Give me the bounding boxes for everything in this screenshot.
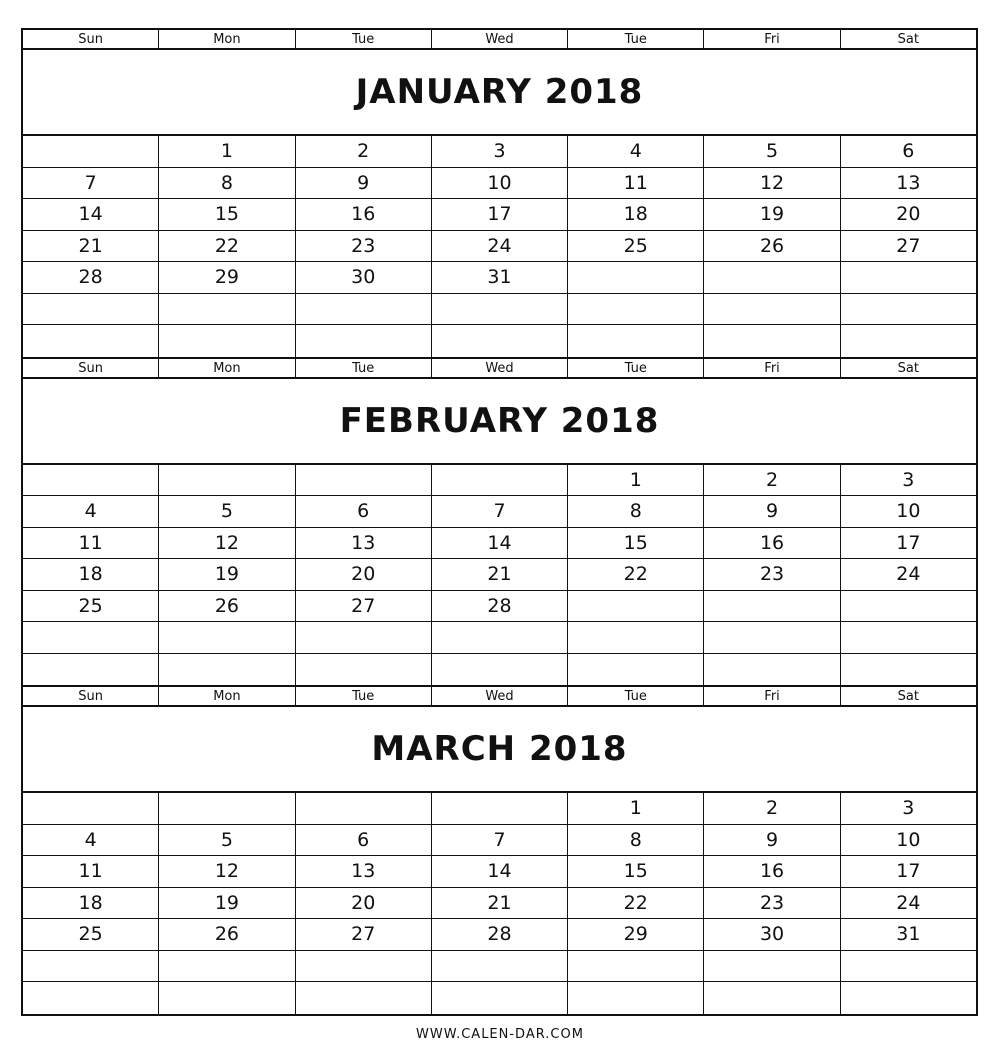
weekday-label: Tue <box>295 359 431 377</box>
day-cell: 17 <box>840 528 976 559</box>
day-cell: 1 <box>158 136 294 167</box>
week-row <box>23 856 976 888</box>
day-cell <box>23 793 158 824</box>
day-cell <box>703 325 839 357</box>
day-cell: 21 <box>78 234 103 257</box>
day-cell: 8 <box>158 168 294 199</box>
week-row <box>23 888 976 920</box>
month-block <box>23 685 976 1014</box>
day-cell: 26 <box>158 591 294 622</box>
week-grid <box>23 465 976 686</box>
month-title-row <box>23 50 976 136</box>
day-cell: 23 <box>295 231 431 262</box>
week-row <box>23 591 976 623</box>
day-cell: 18 <box>78 891 103 914</box>
day-cell: 13 <box>840 168 976 199</box>
day-cell <box>431 654 567 686</box>
day-cell: 27 <box>295 919 431 950</box>
day-cell: 16 <box>295 199 431 230</box>
week-row <box>23 325 976 357</box>
day-cell: 2 <box>703 465 839 496</box>
day-cell <box>295 654 431 686</box>
day-cell <box>295 982 431 1014</box>
day-cell: 9 <box>703 496 839 527</box>
week-row <box>23 919 976 951</box>
week-row <box>23 825 976 857</box>
day-cell: 11 <box>567 168 703 199</box>
day-cell <box>158 982 294 1014</box>
day-cell <box>23 622 158 653</box>
day-cell <box>158 654 294 686</box>
month-title: FEBRUARY 2018 <box>339 400 660 441</box>
day-cell <box>567 294 703 325</box>
day-cell <box>158 622 294 653</box>
day-cell: 18 <box>78 563 103 585</box>
day-cell: 9 <box>703 825 839 856</box>
day-cell: 25 <box>78 923 103 945</box>
day-cell: 22 <box>158 231 294 262</box>
day-cell: 19 <box>703 199 839 230</box>
weekday-label: Mon <box>158 359 294 377</box>
day-cell: 23 <box>703 559 839 590</box>
weekday-label: Tue <box>567 359 703 377</box>
day-cell: 26 <box>703 231 839 262</box>
day-cell: 25 <box>567 231 703 262</box>
month-title: MARCH 2018 <box>371 729 628 769</box>
week-row <box>23 559 976 591</box>
day-cell <box>703 654 839 686</box>
week-row <box>23 294 976 326</box>
day-cell: 24 <box>431 231 567 262</box>
weekday-label: Sat <box>840 30 976 48</box>
week-row <box>23 793 976 825</box>
weekday-header-row <box>23 687 976 707</box>
day-cell <box>567 591 703 622</box>
day-cell: 15 <box>567 528 703 559</box>
day-cell <box>567 654 703 686</box>
day-cell: 25 <box>78 594 103 617</box>
day-cell: 23 <box>703 888 839 919</box>
week-grid <box>23 136 976 357</box>
day-cell: 17 <box>431 199 567 230</box>
day-cell: 5 <box>158 825 294 856</box>
day-cell <box>295 622 431 653</box>
day-cell <box>431 951 567 982</box>
day-cell <box>840 982 976 1014</box>
day-cell <box>295 325 431 357</box>
day-cell: 10 <box>431 168 567 199</box>
day-cell <box>295 951 431 982</box>
weekday-label: Tue <box>295 687 431 705</box>
day-cell: 24 <box>840 559 976 590</box>
day-cell: 1 <box>567 465 703 496</box>
website-footer: WWW.CALEN-DAR.COM <box>416 1027 584 1042</box>
weekday-label: Fri <box>703 687 839 705</box>
day-cell <box>840 591 976 622</box>
day-cell <box>431 465 567 496</box>
weekday-label: Sun <box>78 32 103 47</box>
day-cell: 8 <box>567 496 703 527</box>
day-cell <box>158 951 294 982</box>
day-cell <box>431 793 567 824</box>
day-cell: 18 <box>567 199 703 230</box>
day-cell: 22 <box>567 888 703 919</box>
day-cell: 6 <box>840 136 976 167</box>
day-cell <box>840 622 976 653</box>
weekday-label: Sat <box>840 687 976 705</box>
day-cell <box>158 465 294 496</box>
day-cell: 5 <box>158 496 294 527</box>
month-title: JANUARY 2018 <box>355 72 644 112</box>
day-cell <box>295 793 431 824</box>
day-cell <box>295 294 431 325</box>
day-cell: 2 <box>703 793 839 824</box>
weekday-label: Sun <box>78 689 103 704</box>
weekday-header-row <box>23 30 976 50</box>
day-cell: 20 <box>295 559 431 590</box>
week-row <box>23 654 976 686</box>
day-cell: 30 <box>295 262 431 293</box>
day-cell: 16 <box>703 528 839 559</box>
day-cell: 16 <box>703 856 839 887</box>
day-cell: 7 <box>431 825 567 856</box>
day-cell <box>703 982 839 1014</box>
day-cell: 8 <box>567 825 703 856</box>
week-row <box>23 231 976 263</box>
day-cell: 4 <box>567 136 703 167</box>
day-cell: 22 <box>567 559 703 590</box>
day-cell: 3 <box>431 136 567 167</box>
day-cell: 26 <box>158 919 294 950</box>
day-cell: 3 <box>840 465 976 496</box>
weekday-label: Fri <box>703 30 839 48</box>
day-cell <box>567 951 703 982</box>
weekday-label: Tue <box>567 687 703 705</box>
day-cell <box>703 951 839 982</box>
day-cell: 27 <box>840 231 976 262</box>
calendar-sheet <box>21 28 978 1016</box>
day-cell: 6 <box>295 496 431 527</box>
weekday-label: Tue <box>567 30 703 48</box>
day-cell: 15 <box>567 856 703 887</box>
day-cell: 30 <box>703 919 839 950</box>
month-title-row <box>23 707 976 793</box>
day-cell: 7 <box>84 171 97 194</box>
weekday-label: Mon <box>158 30 294 48</box>
day-cell <box>295 465 431 496</box>
week-row <box>23 262 976 294</box>
day-cell: 14 <box>78 203 103 225</box>
day-cell: 31 <box>840 919 976 950</box>
day-cell <box>840 951 976 982</box>
day-cell: 11 <box>78 860 103 882</box>
week-row <box>23 465 976 497</box>
day-cell: 17 <box>840 856 976 887</box>
day-cell <box>840 262 976 293</box>
day-cell <box>23 465 158 496</box>
week-row <box>23 168 976 200</box>
day-cell <box>23 294 158 325</box>
weekday-label: Wed <box>431 30 567 48</box>
week-row <box>23 496 976 528</box>
day-cell: 9 <box>295 168 431 199</box>
weekday-label: Mon <box>158 687 294 705</box>
day-cell: 29 <box>158 262 294 293</box>
weekday-label: Wed <box>431 687 567 705</box>
day-cell: 27 <box>295 591 431 622</box>
day-cell <box>703 294 839 325</box>
day-cell: 2 <box>295 136 431 167</box>
week-row <box>23 951 976 983</box>
day-cell: 1 <box>567 793 703 824</box>
day-cell: 12 <box>703 168 839 199</box>
day-cell <box>431 294 567 325</box>
day-cell <box>23 982 158 1014</box>
weekday-label: Wed <box>431 359 567 377</box>
day-cell: 7 <box>431 496 567 527</box>
day-cell: 29 <box>567 919 703 950</box>
week-row <box>23 528 976 560</box>
day-cell: 14 <box>431 528 567 559</box>
day-cell: 6 <box>295 825 431 856</box>
weekday-label: Tue <box>295 30 431 48</box>
day-cell <box>567 262 703 293</box>
day-cell <box>567 982 703 1014</box>
day-cell: 5 <box>703 136 839 167</box>
day-cell: 12 <box>158 528 294 559</box>
day-cell: 12 <box>158 856 294 887</box>
day-cell: 3 <box>840 793 976 824</box>
day-cell <box>431 982 567 1014</box>
day-cell: 24 <box>840 888 976 919</box>
day-cell <box>840 654 976 686</box>
day-cell <box>567 325 703 357</box>
week-row <box>23 199 976 231</box>
day-cell: 28 <box>431 919 567 950</box>
day-cell: 21 <box>431 888 567 919</box>
day-cell: 13 <box>295 856 431 887</box>
week-row <box>23 982 976 1014</box>
day-cell <box>703 622 839 653</box>
day-cell <box>431 325 567 357</box>
day-cell <box>23 325 158 357</box>
day-cell <box>23 951 158 982</box>
day-cell <box>158 294 294 325</box>
day-cell: 21 <box>431 559 567 590</box>
day-cell: 28 <box>78 266 103 288</box>
day-cell: 10 <box>840 496 976 527</box>
day-cell <box>431 622 567 653</box>
weekday-label: Sun <box>78 360 103 376</box>
week-row <box>23 622 976 654</box>
day-cell: 10 <box>840 825 976 856</box>
month-title-row <box>23 379 976 465</box>
weekday-label: Sat <box>840 359 976 377</box>
week-row <box>23 136 976 168</box>
day-cell <box>158 793 294 824</box>
day-cell: 20 <box>840 199 976 230</box>
day-cell: 4 <box>84 828 97 851</box>
week-grid <box>23 793 976 1014</box>
day-cell <box>703 262 839 293</box>
day-cell <box>840 294 976 325</box>
day-cell: 11 <box>78 531 103 554</box>
day-cell <box>567 622 703 653</box>
day-cell: 13 <box>295 528 431 559</box>
day-cell: 31 <box>431 262 567 293</box>
day-cell: 20 <box>295 888 431 919</box>
day-cell <box>840 325 976 357</box>
day-cell: 28 <box>431 591 567 622</box>
day-cell: 19 <box>158 559 294 590</box>
day-cell <box>158 325 294 357</box>
day-cell <box>23 136 158 167</box>
day-cell: 4 <box>84 500 97 522</box>
month-block <box>23 357 976 686</box>
day-cell: 19 <box>158 888 294 919</box>
weekday-header-row <box>23 359 976 379</box>
day-cell <box>23 654 158 686</box>
day-cell: 15 <box>158 199 294 230</box>
weekday-label: Fri <box>703 359 839 377</box>
month-block <box>23 30 976 357</box>
day-cell: 14 <box>431 856 567 887</box>
day-cell <box>703 591 839 622</box>
